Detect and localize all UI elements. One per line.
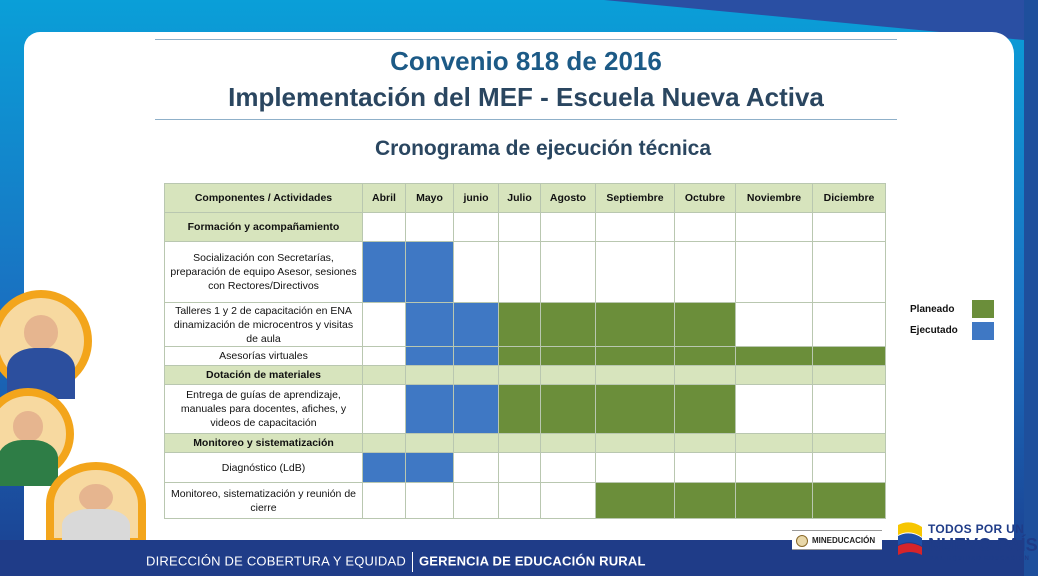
schedule-cell xyxy=(499,483,541,519)
children-photos xyxy=(0,290,150,540)
cell xyxy=(541,434,596,453)
footer xyxy=(146,552,646,572)
cell xyxy=(406,213,454,242)
activity-row xyxy=(165,385,886,434)
gov-logo-line2: NUEVO PAÍS xyxy=(928,535,1038,555)
cell xyxy=(813,366,886,385)
schedule-cell xyxy=(675,483,736,519)
section-row xyxy=(165,434,886,453)
header-cell-month: Abril xyxy=(363,184,406,213)
schedule-cell xyxy=(406,453,454,483)
activity-row xyxy=(165,242,886,303)
schedule-subtitle: Cronograma de ejecución técnica xyxy=(374,137,712,160)
cell xyxy=(813,434,886,453)
schedule-cell xyxy=(813,385,886,434)
gov-logo-line1: TODOS POR UN xyxy=(928,522,1025,536)
header-cell-month: Septiembre xyxy=(596,184,675,213)
schedule-cell xyxy=(499,385,541,434)
schedule-cell xyxy=(736,483,813,519)
header-cell-month: Noviembre xyxy=(736,184,813,213)
cell xyxy=(596,213,675,242)
schedule-cell xyxy=(596,347,675,366)
footer-right-text: GERENCIA DE EDUCACIÓN RURAL xyxy=(418,553,646,569)
schedule-cell xyxy=(363,303,406,347)
schedule-table xyxy=(164,183,886,519)
section-title: Dotación de materiales xyxy=(165,366,363,385)
page-title-line2: Implementación del MEF - Escuela Nueva Activa xyxy=(228,82,824,112)
cell xyxy=(541,213,596,242)
page-title: Convenio 818 de 2016 xyxy=(390,46,662,76)
gov-logo-line3: PAZ EQUIDAD EDUCACIÓN xyxy=(930,556,1030,562)
child-photo-1 xyxy=(0,290,92,392)
header-cell-month: Mayo xyxy=(406,184,454,213)
schedule-cell xyxy=(675,242,736,303)
cell xyxy=(454,366,499,385)
schedule-cell xyxy=(454,347,499,366)
cell xyxy=(675,434,736,453)
schedule-cell xyxy=(541,385,596,434)
schedule-cell xyxy=(813,242,886,303)
cell xyxy=(454,213,499,242)
schedule-cell xyxy=(499,453,541,483)
schedule-cell xyxy=(541,453,596,483)
cell xyxy=(736,213,813,242)
table-header-row xyxy=(165,184,886,213)
seal-icon xyxy=(796,535,808,547)
header-cell-month: junio xyxy=(454,184,499,213)
cell xyxy=(499,213,541,242)
schedule-cell xyxy=(363,453,406,483)
schedule-cell xyxy=(813,453,886,483)
schedule-cell xyxy=(499,303,541,347)
schedule-cell xyxy=(406,483,454,519)
schedule-cell xyxy=(596,453,675,483)
schedule-cell xyxy=(675,347,736,366)
header-cell-month: Julio xyxy=(499,184,541,213)
cell xyxy=(596,434,675,453)
activity-row xyxy=(165,453,886,483)
schedule-cell xyxy=(736,242,813,303)
mineducacion-logo xyxy=(792,530,882,550)
schedule-cell xyxy=(406,347,454,366)
cell xyxy=(541,366,596,385)
schedule-cell xyxy=(406,242,454,303)
schedule-cell xyxy=(363,347,406,366)
schedule-cell xyxy=(813,347,886,366)
header-cell-activities: Componentes / Actividades xyxy=(165,184,363,213)
schedule-cell xyxy=(596,483,675,519)
schedule-cell xyxy=(675,453,736,483)
schedule-cell xyxy=(675,303,736,347)
header-cell-month: Diciembre xyxy=(813,184,886,213)
legend-executed-swatch xyxy=(972,322,994,340)
header-cell-month: Agosto xyxy=(541,184,596,213)
cell xyxy=(499,366,541,385)
gov-logo xyxy=(896,515,1038,569)
activity-row xyxy=(165,483,886,519)
schedule-cell xyxy=(813,303,886,347)
schedule-cell xyxy=(813,483,886,519)
cell xyxy=(363,366,406,385)
schedule-cell xyxy=(363,385,406,434)
activity-name: Talleres 1 y 2 de capacitación en ENA dinamización de microcentros y visitas de aula xyxy=(165,303,363,347)
schedule-cell xyxy=(596,303,675,347)
child-photo-3 xyxy=(46,462,146,546)
cell xyxy=(454,434,499,453)
schedule-cell xyxy=(454,453,499,483)
cell xyxy=(813,213,886,242)
schedule-cell xyxy=(454,303,499,347)
schedule-cell xyxy=(736,453,813,483)
schedule-cell xyxy=(541,483,596,519)
schedule-cell xyxy=(596,385,675,434)
footer-left-text: DIRECCIÓN DE COBERTURA Y EQUIDAD xyxy=(146,553,406,569)
cell xyxy=(596,366,675,385)
activity-row xyxy=(165,303,886,347)
schedule-cell xyxy=(363,483,406,519)
schedule-cell xyxy=(541,303,596,347)
cell xyxy=(406,366,454,385)
schedule-cell xyxy=(541,347,596,366)
top-divider xyxy=(155,39,897,40)
schedule-cell xyxy=(499,347,541,366)
legend-planned-swatch xyxy=(972,300,994,318)
colombia-flag-icon xyxy=(896,519,924,559)
cell xyxy=(499,434,541,453)
schedule-cell xyxy=(675,385,736,434)
activity-name: Diagnóstico (LdB) xyxy=(165,453,363,483)
section-title: Monitoreo y sistematización xyxy=(165,434,363,453)
schedule-cell xyxy=(736,303,813,347)
legend-planned-label: Planeado xyxy=(910,304,955,315)
schedule-cell xyxy=(406,385,454,434)
schedule-cell xyxy=(406,303,454,347)
cell xyxy=(363,213,406,242)
legend-executed-label: Ejecutado xyxy=(910,325,958,336)
title-divider xyxy=(155,119,897,120)
cell xyxy=(675,366,736,385)
cell xyxy=(363,434,406,453)
cell xyxy=(736,434,813,453)
header-cell-month: Octubre xyxy=(675,184,736,213)
schedule-cell xyxy=(541,242,596,303)
section-title: Formación y acompañamiento xyxy=(165,213,363,242)
activity-name: Asesorías virtuales xyxy=(165,347,363,366)
schedule-cell xyxy=(454,385,499,434)
activity-row xyxy=(165,347,886,366)
schedule-cell xyxy=(736,385,813,434)
cell xyxy=(406,434,454,453)
section-row xyxy=(165,213,886,242)
cell xyxy=(675,213,736,242)
schedule-cell xyxy=(596,242,675,303)
child-photo-2 xyxy=(0,388,74,480)
section-row xyxy=(165,366,886,385)
activity-name: Monitoreo, sistematización y reunión de cierre xyxy=(165,483,363,519)
schedule-cell xyxy=(454,483,499,519)
schedule-cell xyxy=(736,347,813,366)
activity-name: Socialización con Secretarías, preparación de equipo Asesor, sesiones con Rectores/Directivos xyxy=(165,242,363,303)
ministry-name: MINEDUCACIÓN xyxy=(812,536,876,545)
schedule-cell xyxy=(499,242,541,303)
activity-name: Entrega de guías de aprendizaje, manuales para docentes, afiches, y videos de capacitación xyxy=(165,385,363,434)
schedule-cell xyxy=(454,242,499,303)
schedule-cell xyxy=(363,242,406,303)
cell xyxy=(736,366,813,385)
